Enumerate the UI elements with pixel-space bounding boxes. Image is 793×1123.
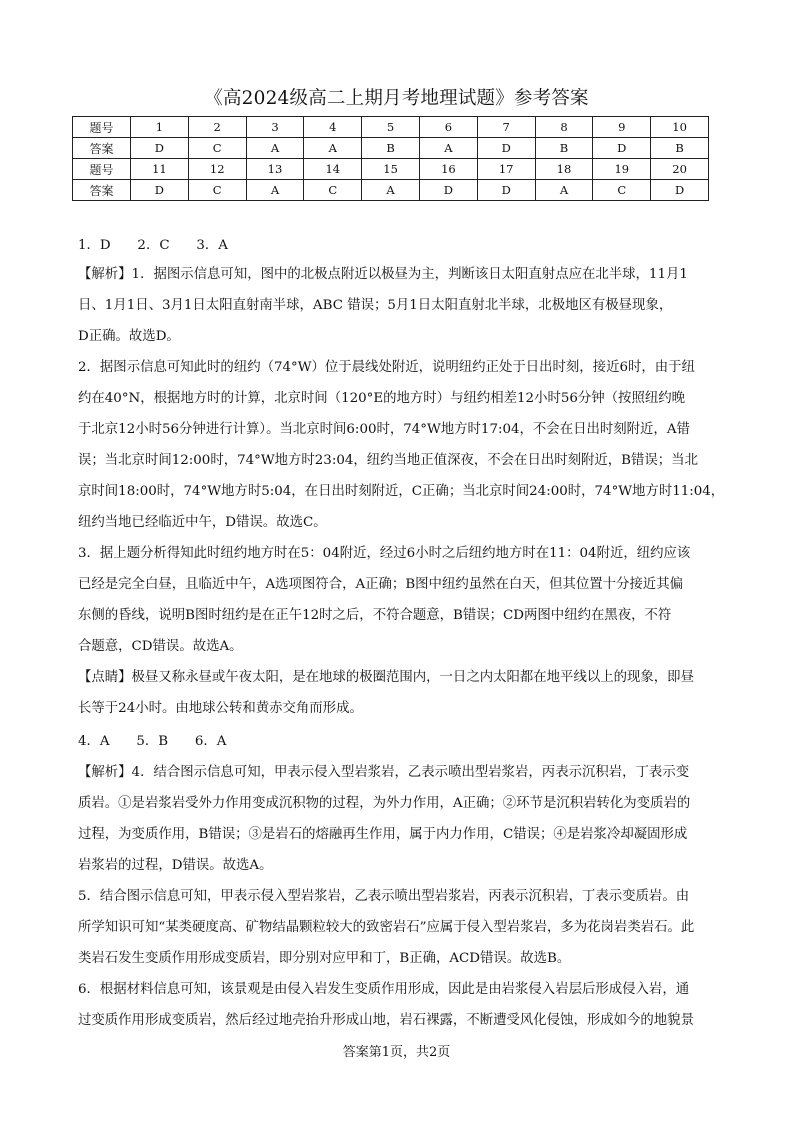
table-cell: 12 <box>188 159 246 180</box>
row-header: 答案 <box>73 180 131 201</box>
table-cell: B <box>651 138 709 159</box>
table-cell: D <box>131 138 189 159</box>
table-cell: 20 <box>651 159 709 180</box>
analysis-line: 岩浆岩的过程，D错误。故选A。 <box>78 858 273 873</box>
row-header: 题号 <box>73 159 131 180</box>
table-row <box>73 180 709 201</box>
analysis-line: 质岩。①是岩浆岩受外力作用变成沉积物的过程，为外力作用，A正确；②环节是沉积岩转化为变质岩的 <box>78 796 691 811</box>
row-header: 题号 <box>73 117 131 138</box>
table-cell: B <box>535 138 593 159</box>
page-footer: 答案第1页，共2页 <box>342 1045 451 1060</box>
table-cell: 19 <box>593 159 651 180</box>
table-cell: 15 <box>362 159 420 180</box>
table-cell: B <box>362 138 420 159</box>
analysis-line: 【解析】1．据图示信息可知，图中的北极点附近以极昼为主，判断该日太阳直射点应在北半球，11月1 <box>78 267 688 282</box>
analysis-line: 误；当北京时间12:00时，74°W地方时23:04，纽约当地正值深夜，不会在日出时刻附近，B错误；当北 <box>78 453 698 468</box>
table-cell: D <box>651 180 709 201</box>
analysis-line: 约在40°N，根据地方时的计算，北京时间（120°E的地方时）与纽约相差12小时56分钟（按照纽约晚 <box>78 391 686 406</box>
analysis-line: 日、1月1日、3月1日太阳直射南半球，ABC 错误；5月1日太阳直射北半球，北极地区有极昼现象， <box>78 298 673 313</box>
table-cell: D <box>477 180 535 201</box>
table-cell: 9 <box>593 117 651 138</box>
table-cell: 14 <box>304 159 362 180</box>
table-cell: A <box>362 180 420 201</box>
table-cell: 18 <box>535 159 593 180</box>
table-cell: 5 <box>362 117 420 138</box>
analysis-line: 于北京12小时56分钟进行计算）。当北京时间6:00时，74°W地方时17:04，不会在日出时刻附近，A错 <box>78 422 690 437</box>
table-cell: D <box>131 180 189 201</box>
table-cell: 1 <box>131 117 189 138</box>
analysis-line: 合题意，CD错误。故选A。 <box>78 639 243 654</box>
analysis-line: 过变质作用形成变质岩，然后经过地壳抬升形成山地，岩石裸露，不断遭受风化侵蚀，形成如今的地貌景 <box>78 1013 694 1028</box>
table-cell: 16 <box>419 159 477 180</box>
analysis-line: 京时间18:00时，74°W地方时5:04，在日出时刻附近，C正确；当北京时间24:00时，74°W地方时11:04， <box>78 484 725 499</box>
analysis-line: 东侧的昏线，说明B图时纽约是在正午12时之后，不符合题意，B错误；CD两图中纽约在黑夜，不符 <box>78 608 672 623</box>
table-cell: A <box>419 138 477 159</box>
table-cell: 2 <box>188 117 246 138</box>
answer-summary-line: 4．A 5．B 6．A <box>78 734 227 749</box>
table-cell: A <box>246 138 304 159</box>
table-cell: 6 <box>419 117 477 138</box>
analysis-line: 类岩石发生变质作用形成变质岩，即分别对应甲和丁，B正确，ACD错误。故选B。 <box>78 951 571 966</box>
table-cell: A <box>246 180 304 201</box>
analysis-line: 5．结合图示信息可知，甲表示侵入型岩浆岩，乙表示喷出型岩浆岩，丙表示沉积岩，丁表示变质岩。由 <box>78 889 690 904</box>
tip-line: 【点睛】极昼又称永昼或午夜太阳，是在地球的极圈范围内，一日之内太阳都在地平线以上的现象，即昼 <box>78 670 694 685</box>
table-cell: A <box>304 138 362 159</box>
table-cell: C <box>188 180 246 201</box>
table-cell: D <box>477 138 535 159</box>
table-cell: D <box>419 180 477 201</box>
table-row <box>73 138 709 159</box>
table-row <box>73 159 709 180</box>
table-cell: 17 <box>477 159 535 180</box>
table-cell: A <box>535 180 593 201</box>
table-cell: 3 <box>246 117 304 138</box>
table-cell: 11 <box>131 159 189 180</box>
table-cell: C <box>188 138 246 159</box>
table-cell: C <box>593 180 651 201</box>
analysis-line: 6．根据材料信息可知，该景观是由侵入岩发生变质作用形成，因此是由岩浆侵入岩层后形成侵入岩，通 <box>78 982 690 997</box>
row-header: 答案 <box>73 138 131 159</box>
analysis-line: 【解析】4．结合图示信息可知，甲表示侵入型岩浆岩，乙表示喷出型岩浆岩，丙表示沉积岩，丁表示变 <box>78 765 690 780</box>
table-cell: 10 <box>651 117 709 138</box>
table-row <box>73 117 709 138</box>
analysis-line: 过程，为变质作用，B错误；③是岩石的熔融再生作用，属于内力作用，C错误；④是岩浆冷却凝固形成 <box>78 827 688 842</box>
analysis-line: 2．据图示信息可知此时的纽约（74°W）位于晨线处附近，说明纽约正处于日出时刻，接近6时，由于纽 <box>78 360 695 375</box>
page-title: 《高2024级高二上期月考地理试题》参考答案 <box>204 88 589 109</box>
analysis-line: 所学知识可知“某类硬度高、矿物结晶颗粒较大的致密岩石”应属于侵入型岩浆岩，多为花岗岩类岩石。此 <box>78 920 695 935</box>
analysis-line: D正确。故选D。 <box>78 329 180 344</box>
table-cell: 8 <box>535 117 593 138</box>
table-cell: D <box>593 138 651 159</box>
answer-table <box>72 116 709 201</box>
table-cell: 13 <box>246 159 304 180</box>
answer-summary-line: 1．D 2．C 3．A <box>78 238 228 253</box>
analysis-line: 3．据上题分析得知此时纽约地方时在5：04附近，经过6小时之后纽约地方时在11：04附近，纽约应该 <box>78 546 691 561</box>
table-cell: 4 <box>304 117 362 138</box>
tip-line: 长等于24小时。由地球公转和黄赤交角而形成。 <box>78 701 363 716</box>
table-cell: C <box>304 180 362 201</box>
analysis-line: 已经是完全白昼，且临近中午，A选项图符合，A正确；B图中纽约虽然在白天，但其位置十分接近其偏 <box>78 577 683 592</box>
table-cell: 7 <box>477 117 535 138</box>
analysis-line: 纽约当地已经临近中午，D错误。故选C。 <box>78 515 327 530</box>
